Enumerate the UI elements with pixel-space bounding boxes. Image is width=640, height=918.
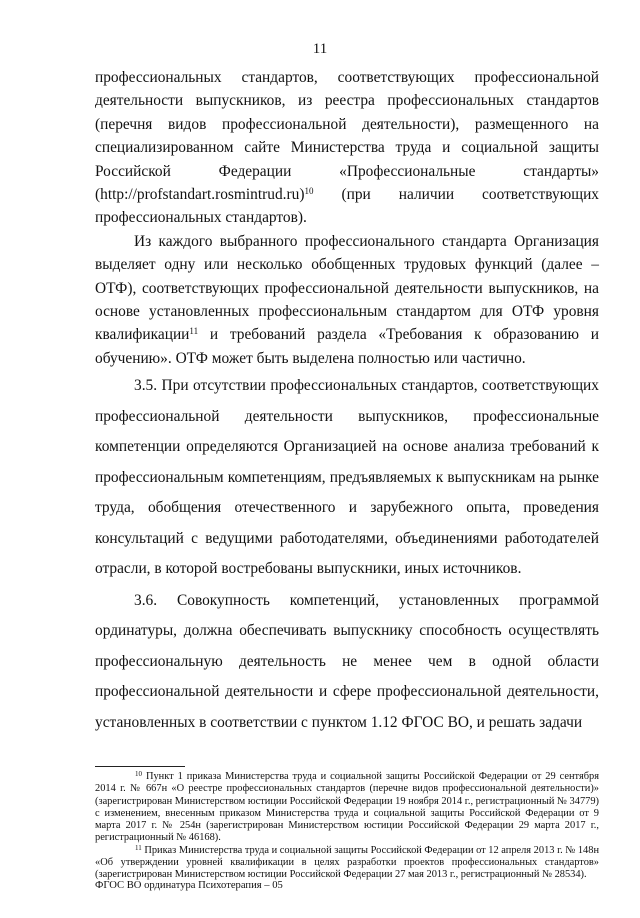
footnote-text: Пункт 1 приказа Министерства труда и социальной защиты Российской Федерации от 29 сентября 2014 г. № 667н «О реестре профессиональных стандартов (перечне видов профессиональной деятельности)» (зарегистрирован Министерством юстиции Российской Федерации 19 ноября 2014 г., регистрационный № 34779) с изменением, внесенным приказом Министерства труда и социальной защиты Российской Федерации от 9 марта 2017 г. № 254н (зарегистрирован Министерством юстиции Российской Федерации 29 марта 2017 г., регистрационный № 46168). [95, 771, 599, 844]
section-3-5: 3.5. При отсутствии профессиональных стандартов, соответствующих профессиональной деятельности выпускников, профессиональные компетенции определяются Организацией на основе анализа требований к профессиональным компетенциям, предъявляемых к выпускникам на рынке труда, обобщения отечественного и зарубежного опыта, проведения консультаций с ведущими работодателями, объединениями работодателей отрасли, в которой востребованы выпускники, иных источников. [95, 377, 599, 578]
paragraph-text: Из каждого выбранного профессионального стандарта Организация выделяет одну или несколько обобщенных трудовых функций (далее – ОТФ), соответствующих профессиональной деятельности выпускников, на основе установленных профессиональным стандартом для ОТФ уровня квалификации [95, 232, 599, 344]
page-footer: ФГОС ВО ординатура Психотерапия – 05 [95, 880, 283, 891]
footnote-text: Приказ Министерства труда и социальной защиты Российской Федерации от 12 апреля 2013 г. № 148н «Об утверждении уровней квалификации в целях разработки проектов профессиональных стандартов» (зарегистрирован Министерством юстиции Российской Федерации 27 мая 2013 г., регистрационный № 28534). [95, 844, 600, 881]
page-number: 11 [312, 41, 328, 57]
paragraph-text: профессиональных стандартов, соответствующих профессиональной деятельности выпускников, из реестра профессиональных стандартов (перечня видов профессиональной деятельности), размещенного на специализированном сайте Министерства труда и социальной защиты Российской Федерации «Профессиональные стандарты» (http://profstandart.rosmintrud.ru) [95, 69, 599, 204]
paragraph-text: (при наличии соответствующих профессиональных стандартов). [95, 186, 599, 227]
paragraph-otf [95, 230, 599, 370]
footnote-mark: 11 [135, 843, 142, 852]
paragraph-professional-standards [95, 66, 599, 230]
body-text [95, 66, 599, 738]
footnote-separator [95, 766, 185, 767]
section-3-6: 3.6. Совокупность компетенций, установленных программой ординатуры, должна обеспечивать выпускнику способность осуществлять профессиональную деятельность не менее чем в одной области профессиональной деятельности и сфере профессиональной деятельности, установленных в соответствии с пунктом 1.12 ФГОС ВО, и решать задачи [95, 591, 599, 731]
paragraph-text: и требований раздела «Требования к образованию и обучению». ОТФ может быть выделена полностью или частично. [95, 326, 599, 367]
footnote-ref-11: 11 [189, 326, 199, 337]
footnote-11 [95, 845, 599, 882]
footnote-10 [95, 771, 599, 845]
footnotes [95, 771, 599, 882]
footnote-mark: 10 [135, 770, 142, 778]
footnote-ref-10: 10 [304, 186, 314, 197]
